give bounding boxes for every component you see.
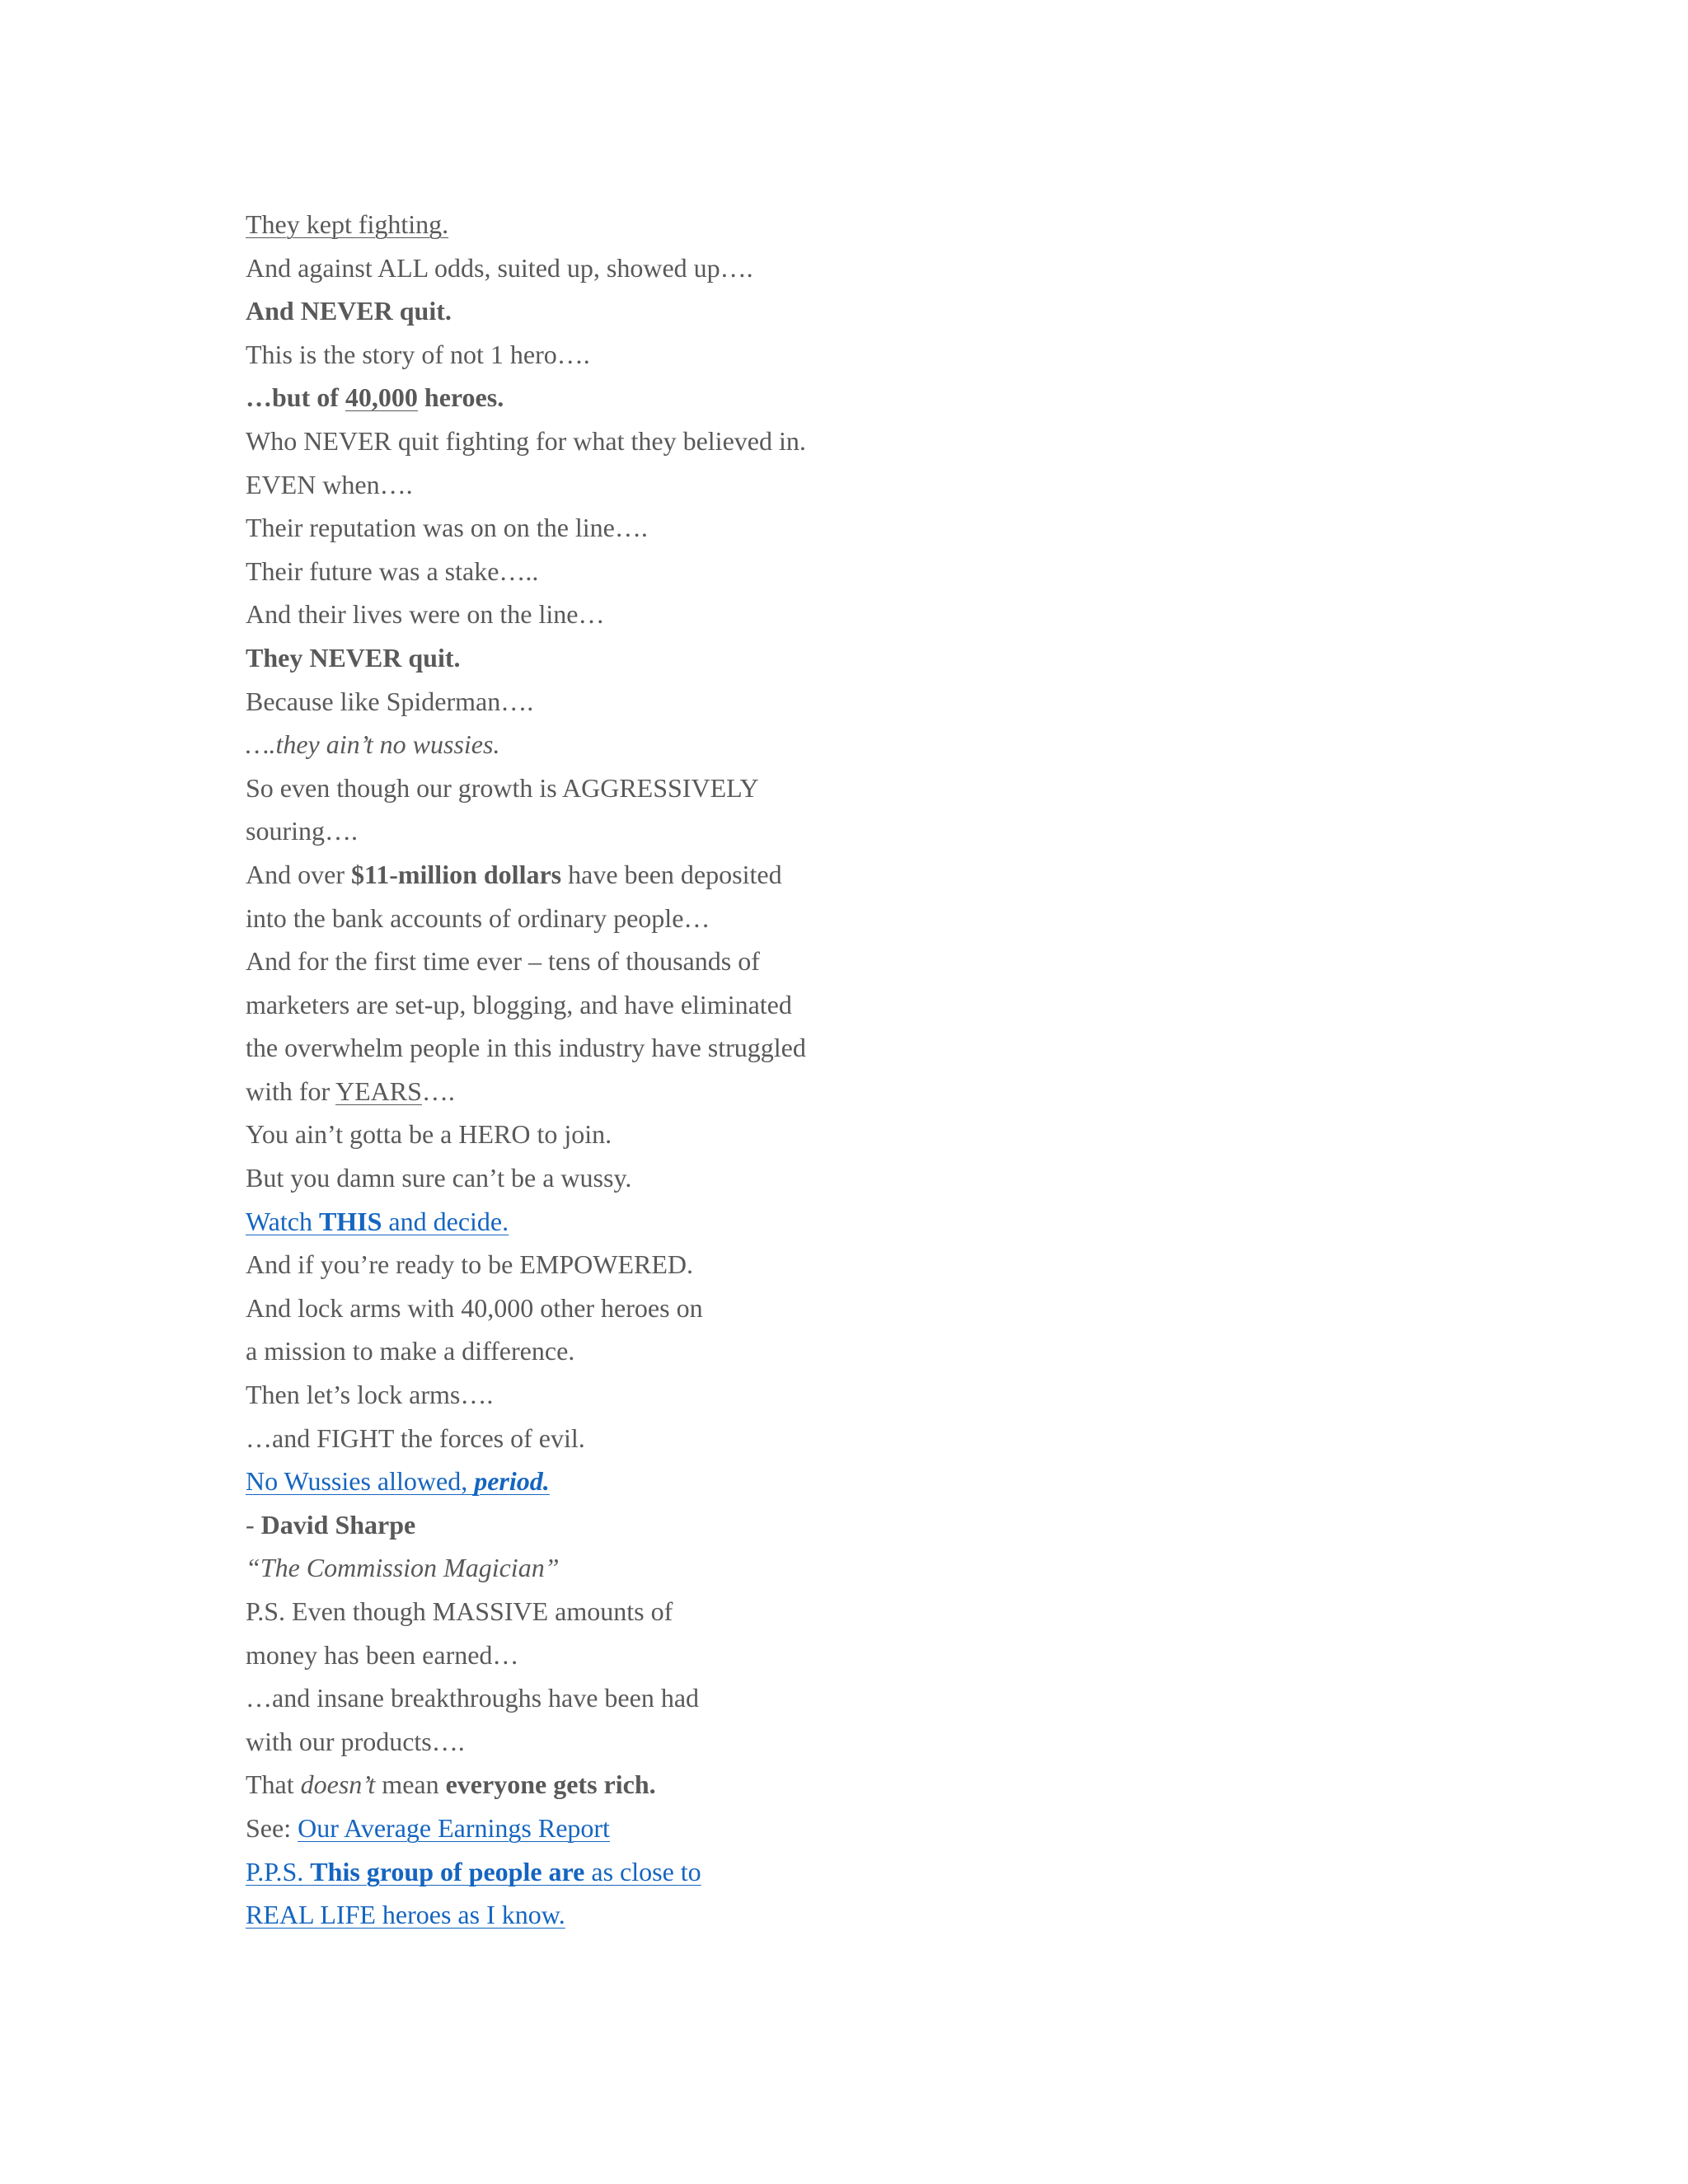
- italic-word: doesn’t: [300, 1769, 376, 1800]
- text-run: See:: [246, 1812, 298, 1843]
- text-run: have been deposited: [561, 859, 782, 889]
- watch-this-link[interactable]: [246, 1207, 509, 1236]
- underlined-number: 40,000: [345, 382, 418, 413]
- text-line: Because like Spiderman….: [246, 686, 534, 716]
- text-line: …and insane breakthroughs have been had: [246, 1683, 700, 1713]
- text-line: souring….: [246, 816, 358, 846]
- link-text-bold: THIS: [318, 1206, 382, 1236]
- text-run: -: [246, 1509, 261, 1540]
- text-line: [246, 1763, 1317, 1807]
- text-line: [246, 1070, 1317, 1113]
- text-line: [246, 1850, 1317, 1894]
- signature-line: [246, 1503, 1317, 1547]
- text-line: And lock arms with 40,000 other heroes on: [246, 1292, 703, 1323]
- text-line: [246, 1460, 1317, 1503]
- text-line: Then let’s lock arms….: [246, 1380, 494, 1410]
- text-line: And if you’re ready to be EMPOWERED.: [246, 1249, 693, 1280]
- text-run: with for: [246, 1076, 336, 1106]
- document-body: [246, 203, 1317, 1937]
- bold-phrase: everyone gets rich.: [445, 1769, 656, 1800]
- link-text: and decide.: [382, 1206, 509, 1236]
- earnings-report-link[interactable]: Our Average Earnings Report: [298, 1812, 610, 1843]
- text-line: EVEN when….: [246, 469, 413, 499]
- text-line: [246, 1200, 1317, 1244]
- text-line: They kept fighting.: [246, 209, 449, 239]
- link-text-bold: This group of people are: [310, 1856, 585, 1886]
- text-run: That: [246, 1769, 301, 1800]
- text-line: with our products….: [246, 1726, 465, 1756]
- author-title: “The Commission Magician”: [246, 1553, 560, 1583]
- text-line: You ain’t gotta be a HERO to join.: [246, 1119, 612, 1150]
- text-run: ….: [421, 1076, 455, 1106]
- text-line: money has been earned…: [246, 1639, 519, 1670]
- text-line: And for the first time ever – tens of thousands of: [246, 946, 760, 977]
- text-line: marketers are set-up, blogging, and have eliminated: [246, 989, 792, 1019]
- text-line: into the bank accounts of ordinary people…: [246, 902, 710, 933]
- bold-amount: $11-million dollars: [350, 859, 562, 889]
- text-line: the overwhelm people in this industry have struggled: [246, 1033, 806, 1063]
- text-line: ….they ain’t no wussies.: [246, 729, 500, 760]
- text-line: a mission to make a difference.: [246, 1336, 575, 1366]
- link-text-bold-italic: period.: [474, 1466, 550, 1497]
- text-line: Their future was a stake…..: [246, 555, 539, 586]
- text-line: And against ALL odds, suited up, showed up….: [246, 252, 753, 283]
- link-text: No Wussies allowed,: [246, 1466, 475, 1497]
- text-run: And over: [246, 859, 351, 889]
- text-line: P.S. Even though MASSIVE amounts of: [246, 1596, 673, 1626]
- text-line: [246, 376, 1317, 419]
- real-life-heroes-link[interactable]: REAL LIFE heroes as I know.: [246, 1900, 565, 1930]
- no-wussies-link[interactable]: [246, 1466, 550, 1496]
- link-text: P.P.S.: [246, 1856, 311, 1886]
- text-line: Their reputation was on on the line….: [246, 513, 648, 543]
- text-run: mean: [375, 1769, 446, 1800]
- text-run: …but of: [246, 382, 345, 413]
- text-line: [246, 1807, 1317, 1850]
- text-line: [246, 1893, 1317, 1937]
- text-line: And their lives were on the line…: [246, 599, 605, 630]
- text-line: This is the story of not 1 hero….: [246, 339, 590, 369]
- text-line: They NEVER quit.: [246, 642, 461, 673]
- link-text: Watch: [246, 1206, 319, 1236]
- text-line: And NEVER quit.: [246, 296, 452, 326]
- underlined-word: YEARS: [335, 1076, 422, 1106]
- text-line: So even though our growth is AGGRESSIVELY: [246, 772, 759, 803]
- text-line: Who NEVER quit fighting for what they believed in.: [246, 425, 806, 456]
- pps-link[interactable]: [246, 1857, 701, 1886]
- text-line: But you damn sure can’t be a wussy.: [246, 1163, 632, 1193]
- text-run: heroes.: [417, 382, 504, 413]
- text-line: [246, 853, 1317, 897]
- link-text: as close to: [584, 1856, 701, 1886]
- author-name: David Sharpe: [260, 1509, 416, 1540]
- text-line: …and FIGHT the forces of evil.: [246, 1422, 585, 1453]
